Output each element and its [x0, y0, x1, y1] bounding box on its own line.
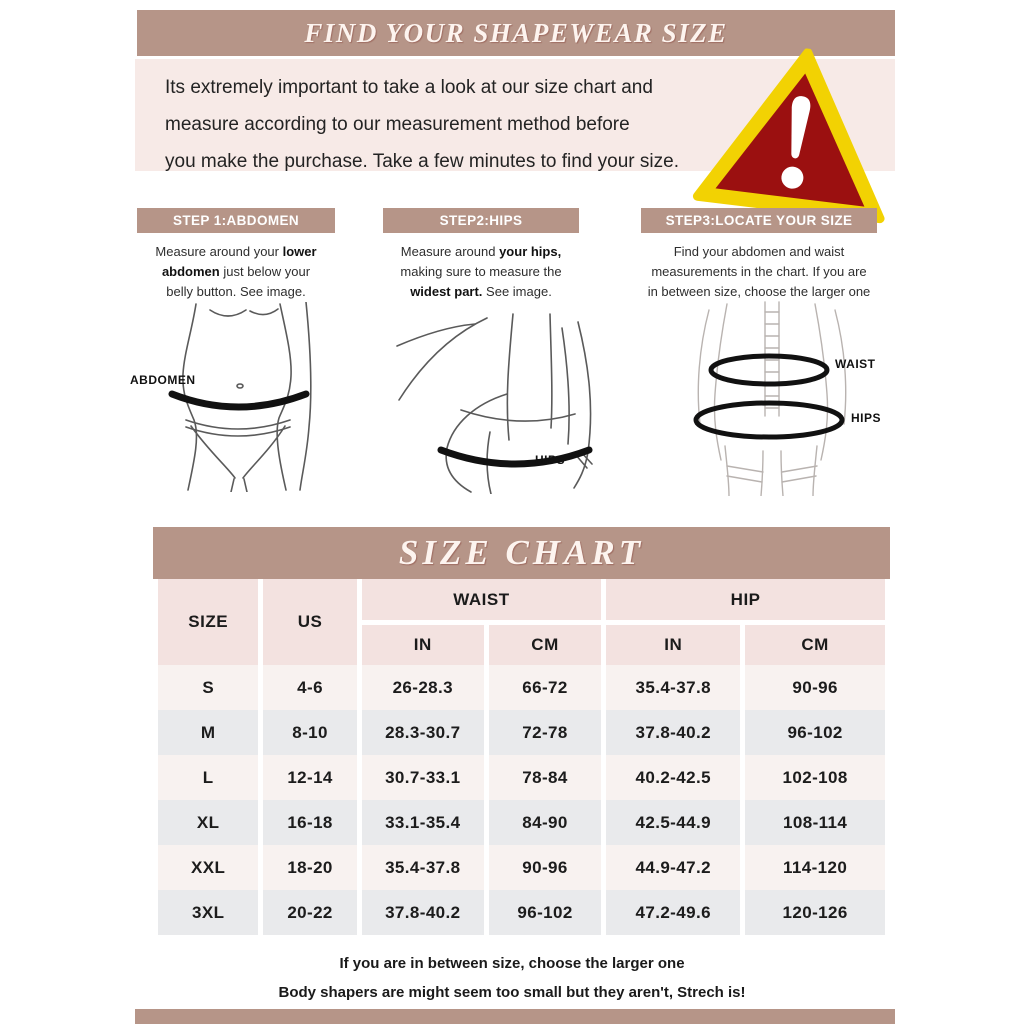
waist-cm-cell: 90-96 [489, 845, 601, 890]
size-cell: 3XL [158, 890, 258, 935]
step-text-segment: Measure around [400, 244, 500, 259]
hip-in-cell: 35.4-37.8 [606, 665, 740, 710]
us-cell: 18-20 [263, 845, 356, 890]
hip-cm-cell: 114-120 [745, 845, 885, 890]
hip-in-cell: 47.2-49.6 [606, 890, 740, 935]
waist-cm-cell: 78-84 [489, 755, 601, 800]
intro-line: you make the purchase. Take a few minutes to find your size. [165, 151, 679, 172]
hip-in-cell: 40.2-42.5 [606, 755, 740, 800]
step-text-segment: in between size, choose the larger one [647, 284, 871, 299]
col-header-hip-cm: CM [745, 625, 885, 665]
waist-in-cell: 28.3-30.7 [362, 710, 484, 755]
hips-figure-label: HIPS [851, 411, 882, 425]
bottom-accent-bar [135, 1009, 895, 1024]
hip-in-cell: 42.5-44.9 [606, 800, 740, 845]
step-2-hips [383, 208, 579, 302]
size-cell: XL [158, 800, 258, 845]
waist-in-cell: 35.4-37.8 [362, 845, 484, 890]
table-row-m [158, 710, 885, 755]
waist-in-cell: 30.7-33.1 [362, 755, 484, 800]
table-row-l [158, 755, 885, 800]
step-3-locate-size [641, 208, 877, 302]
table-row-xl [158, 800, 885, 845]
hip-cm-cell: 102-108 [745, 755, 885, 800]
waist-in-cell: 37.8-40.2 [362, 890, 484, 935]
step-1-abdomen [137, 208, 335, 302]
size-cell: M [158, 710, 258, 755]
waist-cm-cell: 72-78 [489, 710, 601, 755]
step-text-segment-bold: lower [282, 244, 317, 259]
us-cell: 20-22 [263, 890, 356, 935]
col-header-size: SIZE [158, 579, 258, 665]
col-group-hip: HIP [606, 579, 885, 625]
table-row-s [158, 665, 885, 710]
step-2-text [383, 242, 579, 302]
footer-note-between-sizes: If you are in between size, choose the larger one [339, 955, 685, 972]
step-text-segment-bold: your hips, [499, 244, 562, 259]
intro-text [165, 69, 679, 180]
step-text-segment: Find your abdomen and waist [673, 244, 845, 259]
table-row-3xl [158, 890, 885, 935]
hip-cm-cell: 120-126 [745, 890, 885, 935]
step-2-header: STEP2:HIPS [383, 208, 579, 233]
step-text-segment-bold: abdomen [161, 264, 220, 279]
waist-figure-label: WAIST [835, 357, 876, 371]
table-row-xxl [158, 845, 885, 890]
page-title: FIND YOUR SHAPEWEAR SIZE [137, 10, 895, 56]
col-header-waist-cm: CM [489, 625, 601, 665]
abdomen-figure-label: ABDOMEN [130, 373, 196, 387]
size-chart-title: SIZE CHART [153, 527, 890, 579]
waist-in-cell: 33.1-35.4 [362, 800, 484, 845]
hip-cm-cell: 90-96 [745, 665, 885, 710]
hips-figure-label: HIPS [535, 453, 566, 467]
intro-line: measure according to our measurement method before [165, 114, 630, 135]
step-text-segment: belly button. See image. [166, 284, 306, 299]
waist-cm-cell: 66-72 [489, 665, 601, 710]
footer-note-stretch: Body shapers are might seem too small but they aren't, Strech is! [278, 984, 746, 1001]
step-text-segment: measurements in the chart. If you are [651, 264, 867, 279]
step-text-segment: just below your [219, 264, 311, 279]
abdomen-measurement-illustration [128, 302, 348, 492]
step-text-segment: Measure around your [155, 244, 283, 259]
hip-cm-cell: 108-114 [745, 800, 885, 845]
us-cell: 12-14 [263, 755, 356, 800]
step-1-text [137, 242, 335, 302]
size-cell: L [158, 755, 258, 800]
step-text-segment: making sure to measure the [400, 264, 562, 279]
col-header-hip-in: IN [606, 625, 740, 665]
hip-cm-cell: 96-102 [745, 710, 885, 755]
col-header-us: US [263, 579, 356, 665]
step-text-segment: See image. [482, 284, 552, 299]
us-cell: 8-10 [263, 710, 356, 755]
hip-in-cell: 37.8-40.2 [606, 710, 740, 755]
step-1-header: STEP 1:ABDOMEN [137, 208, 335, 233]
waist-cm-cell: 96-102 [489, 890, 601, 935]
size-cell: XXL [158, 845, 258, 890]
waist-cm-cell: 84-90 [489, 800, 601, 845]
us-cell: 16-18 [263, 800, 356, 845]
hip-in-cell: 44.9-47.2 [606, 845, 740, 890]
step-3-text [641, 242, 877, 302]
size-cell: S [158, 665, 258, 710]
warning-triangle-icon [689, 36, 908, 227]
col-group-waist: WAIST [362, 579, 601, 625]
size-chart-table [153, 579, 890, 935]
step-text-segment-bold: widest part. [410, 284, 483, 299]
us-cell: 4-6 [263, 665, 356, 710]
intro-line: Its extremely important to take a look at our size chart and [165, 77, 653, 98]
waist-in-cell: 26-28.3 [362, 665, 484, 710]
locate-size-illustration [655, 296, 890, 496]
col-header-waist-in: IN [362, 625, 484, 665]
hips-measurement-illustration [395, 302, 600, 494]
step-3-header: STEP3:LOCATE YOUR SIZE [641, 208, 877, 233]
